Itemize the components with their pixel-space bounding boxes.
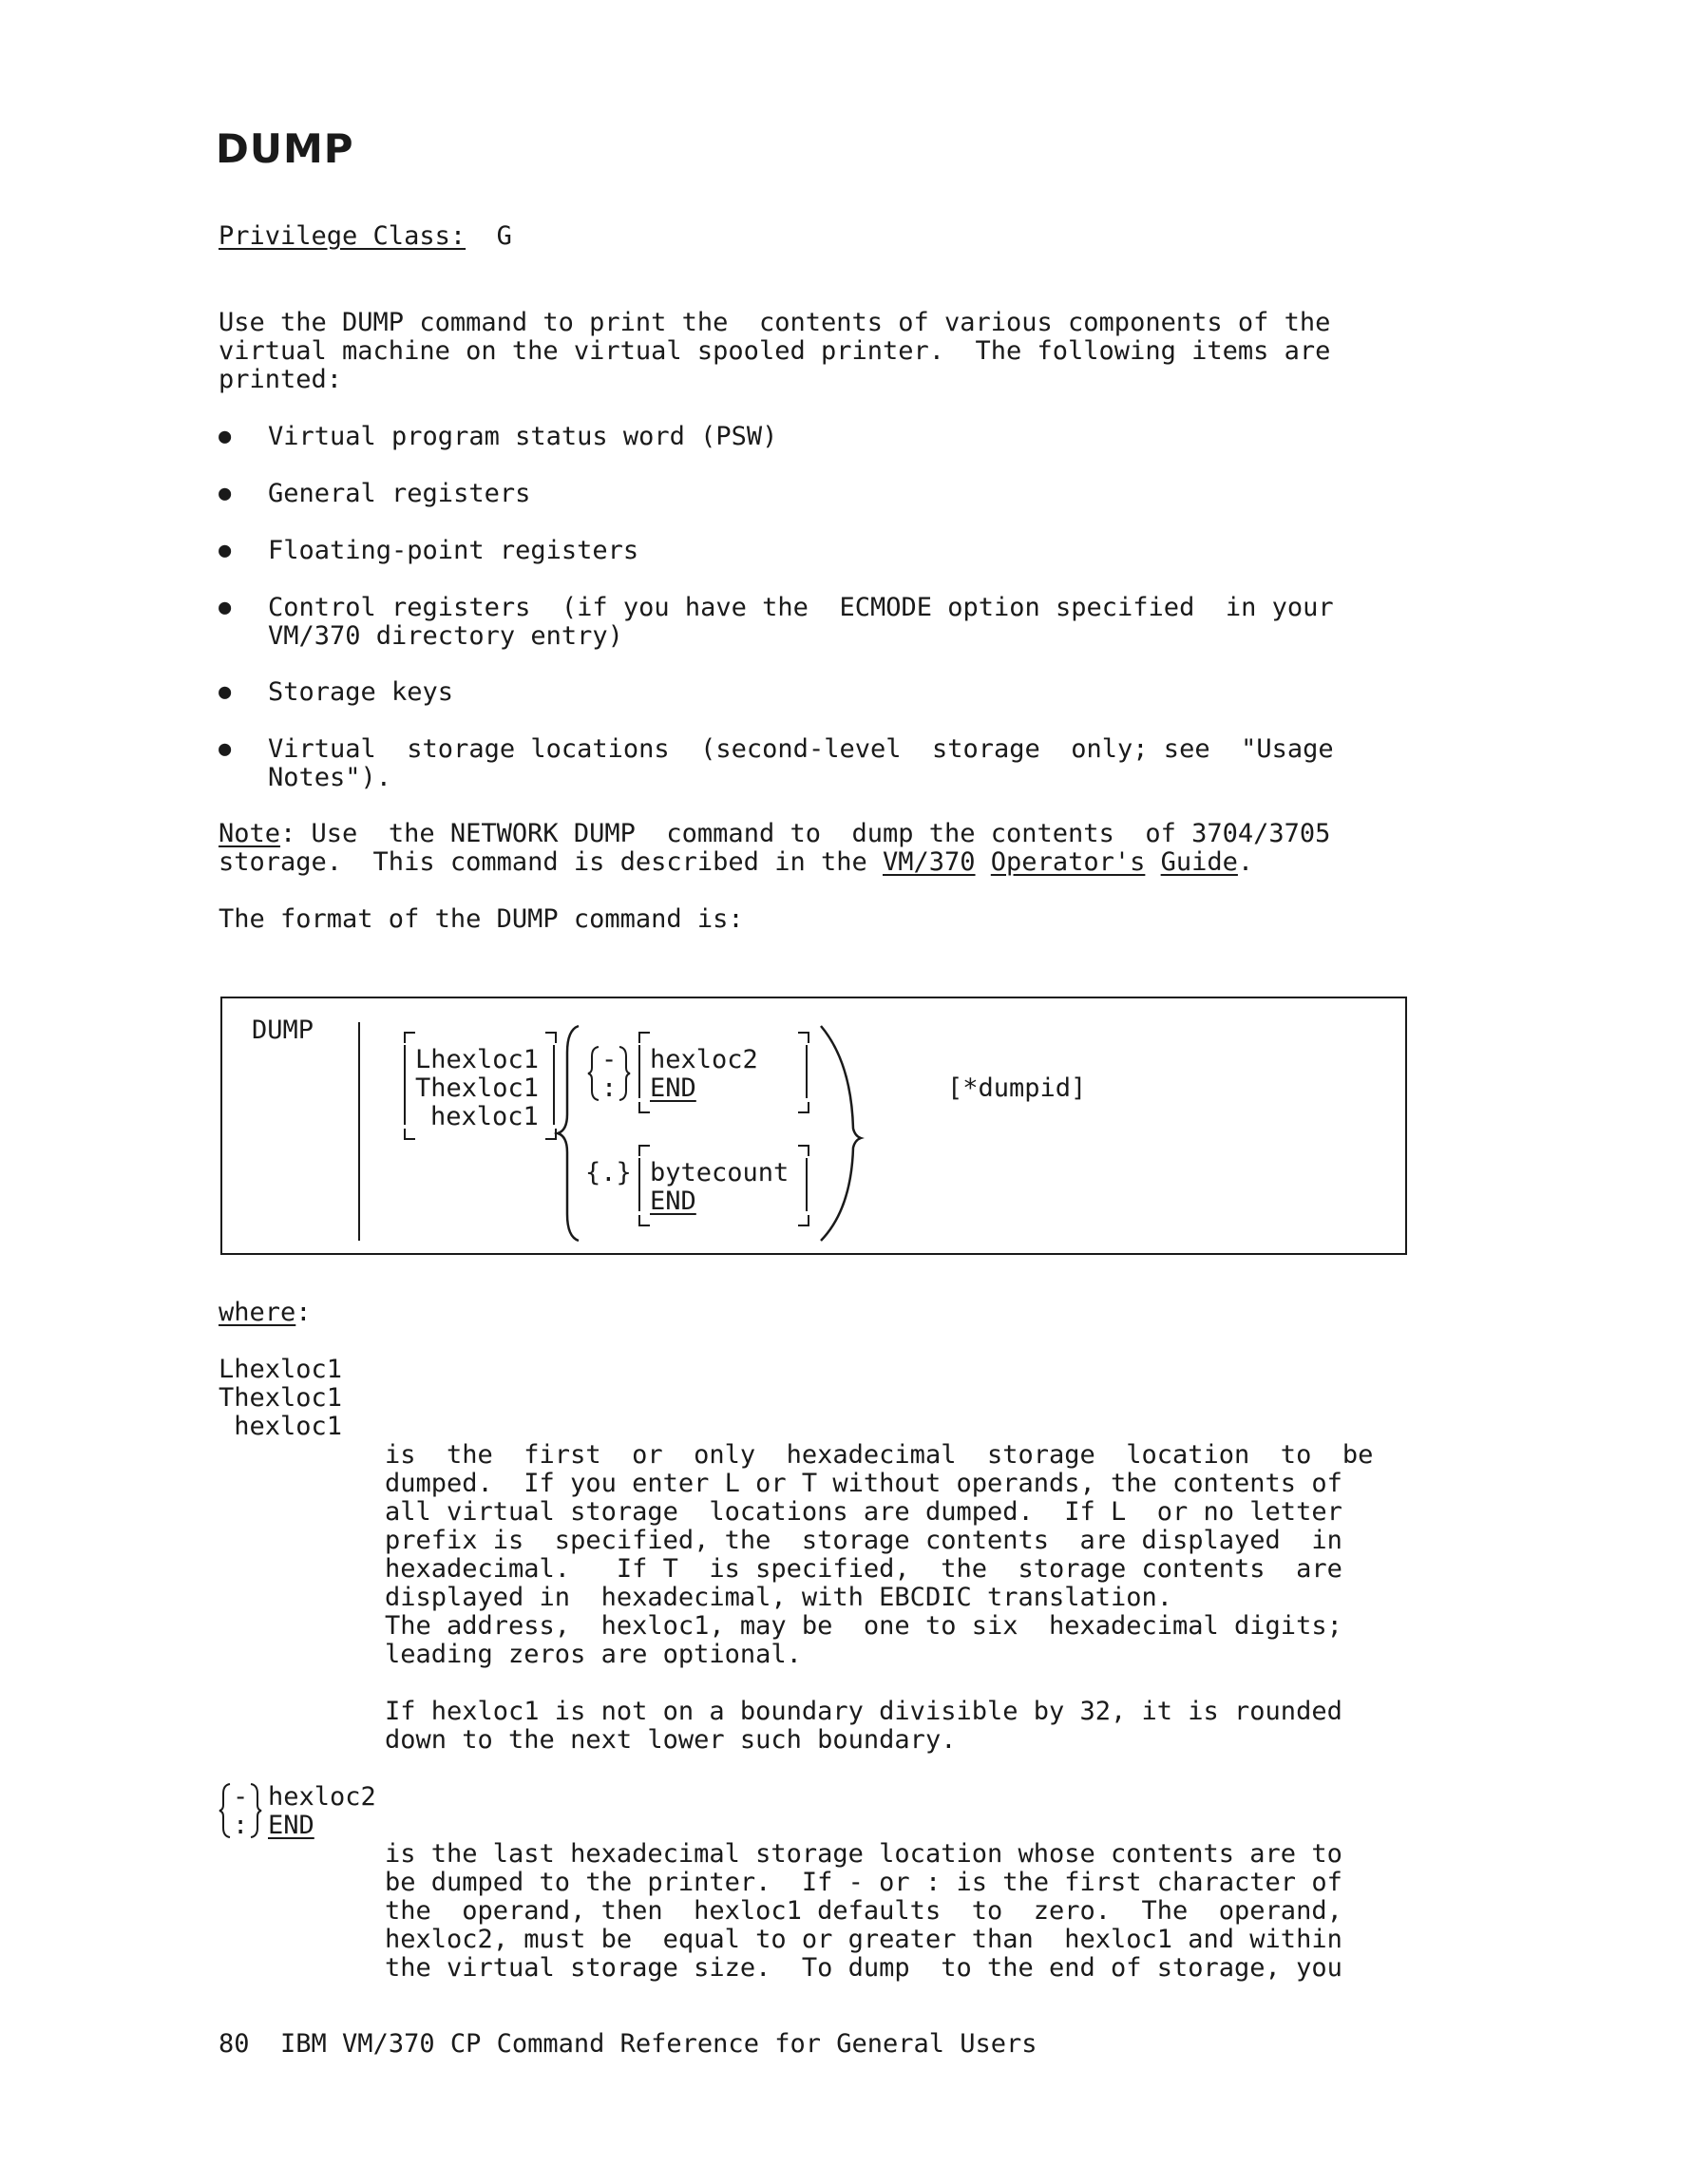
operand2-sep-colon: : — [233, 1811, 249, 1840]
bracket-corner — [798, 1032, 809, 1043]
note-ref-vm370: VM/370 — [882, 847, 976, 877]
book-title: IBM VM/370 CP Command Reference for General Users — [280, 2029, 1037, 2059]
description-line: If hexloc1 is not on a boundary divisible by 32, it is rounded — [385, 1697, 1342, 1726]
description-line: dumped. If you enter L or T without operands, the contents of — [385, 1469, 1342, 1498]
bracket-side — [806, 1045, 808, 1098]
description-line: the operand, then hexloc1 defaults to zero. The operand, — [385, 1896, 1342, 1926]
syntax-loc-hexloc1: hexloc1 — [430, 1102, 539, 1131]
bullet-item-psw: Virtual program status word (PSW) — [268, 422, 778, 451]
page-footer — [219, 2030, 1037, 2059]
operand-name-thexloc1: Thexloc1 — [219, 1383, 343, 1413]
bullet-item-virtual-storage-1: Virtual storage locations (second-level storage only; see "Usage — [268, 734, 1334, 764]
syntax-divider — [358, 1022, 360, 1241]
description-line: all virtual storage locations are dumped. If L or no letter — [385, 1497, 1342, 1527]
operand-name-lhexloc1: Lhexloc1 — [219, 1355, 343, 1384]
bullet-item-control-registers-1: Control registers (if you have the ECMODE option specified in your — [268, 593, 1334, 622]
note-label: Note — [219, 819, 281, 848]
right-brace-icon — [819, 1024, 863, 1243]
small-left-brace-icon — [587, 1045, 600, 1102]
where-label: where — [219, 1298, 296, 1327]
page-number: 80 — [219, 2029, 250, 2059]
syntax-box — [220, 997, 1407, 1255]
bracket-side — [806, 1158, 808, 1211]
where-colon: : — [295, 1298, 312, 1327]
note-ref-operators: Operator's — [990, 847, 1146, 877]
bullet-item-storage-keys: Storage keys — [268, 677, 454, 707]
description-line: displayed in hexadecimal, with EBCDIC translation. — [385, 1583, 1173, 1612]
bracket-corner — [638, 1215, 650, 1226]
syntax-dot: {.} — [585, 1158, 632, 1187]
syntax-loc-thexloc1: Thexloc1 — [415, 1073, 540, 1103]
description-line: prefix is specified, the storage contents are displayed in — [385, 1526, 1342, 1555]
description-line: The address, hexloc1, may be one to six hexadecimal digits; — [385, 1611, 1342, 1641]
privilege-line — [219, 222, 512, 251]
bracket-corner — [638, 1102, 650, 1113]
bracket-side — [638, 1045, 640, 1098]
note-line-1 — [219, 820, 1330, 848]
syntax-loc-lhexloc1: Lhexloc1 — [415, 1045, 540, 1074]
syntax-sep-colon: : — [601, 1073, 618, 1103]
intro-line-2: virtual machine on the virtual spooled printer. The following items are — [219, 336, 1331, 366]
operand2-description — [385, 1840, 1420, 1983]
intro-line-3: printed: — [219, 365, 343, 394]
intro-line-1: Use the DUMP command to print the contents of various components of the — [219, 308, 1331, 337]
description-line: the virtual storage size. To dump to the end of storage, you — [385, 1953, 1342, 1983]
bracket-corner — [638, 1145, 650, 1156]
small-left-brace-icon — [219, 1782, 232, 1839]
operand2-sep-dash: - — [233, 1782, 249, 1812]
page-title: DUMP — [216, 125, 354, 172]
left-brace-icon — [556, 1024, 582, 1243]
operand1-description — [385, 1441, 1420, 1669]
syntax-bytecount: bytecount — [650, 1158, 790, 1187]
bullet-dot: ● — [219, 596, 232, 619]
small-right-brace-icon — [249, 1782, 262, 1839]
bullet-item-floating-point: Floating-point registers — [268, 536, 639, 565]
note-line-2 — [219, 848, 1253, 877]
description-line: is the first or only hexadecimal storage location to be — [385, 1440, 1374, 1470]
syntax-hexloc2: hexloc2 — [650, 1045, 758, 1074]
note-text-end: . — [1237, 847, 1254, 877]
note-ref-guide: Guide — [1160, 847, 1238, 877]
bullet-dot: ● — [219, 539, 232, 562]
bracket-corner — [404, 1129, 415, 1140]
operand-name-end: END — [268, 1811, 314, 1840]
description-line: leading zeros are optional. — [385, 1640, 802, 1669]
bullet-dot: ● — [219, 680, 232, 704]
bracket-corner — [798, 1102, 809, 1113]
bullet-item-general-registers: General registers — [268, 479, 531, 508]
bullet-dot: ● — [219, 737, 232, 761]
bullet-item-virtual-storage-2: Notes"). — [268, 763, 392, 792]
operand1-description-para2 — [385, 1698, 1420, 1755]
bracket-corner — [798, 1145, 809, 1156]
where-line — [219, 1299, 312, 1327]
bracket-side — [553, 1045, 555, 1125]
small-right-brace-icon — [618, 1045, 631, 1102]
syntax-dumpid: [*dumpid] — [947, 1073, 1087, 1103]
description-line: be dumped to the printer. If - or : is the first character of — [385, 1868, 1342, 1897]
bracket-side — [638, 1158, 640, 1211]
bracket-corner — [404, 1032, 415, 1043]
description-line: is the last hexadecimal storage location whose contents are to — [385, 1839, 1342, 1869]
description-line: hexadecimal. If T is specified, the storage contents are — [385, 1554, 1342, 1584]
bullet-dot: ● — [219, 482, 232, 505]
bracket-side — [404, 1045, 406, 1125]
operand-name-hexloc2: hexloc2 — [268, 1782, 376, 1812]
operand-name-hexloc1: hexloc1 — [219, 1412, 343, 1441]
note-text-1: : Use the NETWORK DUMP command to dump the contents of 3704/3705 — [280, 819, 1331, 848]
format-line: The format of the DUMP command is: — [219, 904, 744, 934]
bracket-corner — [638, 1032, 650, 1043]
description-line: down to the next lower such boundary. — [385, 1725, 957, 1755]
privilege-label: Privilege Class: — [219, 221, 466, 251]
syntax-end-2: END — [650, 1187, 696, 1216]
bullet-dot: ● — [219, 425, 232, 448]
bracket-corner — [798, 1215, 809, 1226]
syntax-sep-dash: - — [601, 1045, 618, 1074]
syntax-command: DUMP — [252, 1016, 314, 1045]
syntax-end-1: END — [650, 1073, 696, 1103]
privilege-value: G — [496, 221, 512, 251]
bullet-item-control-registers-2: VM/370 directory entry) — [268, 621, 623, 651]
description-line: hexloc2, must be equal to or greater than hexloc1 and within — [385, 1925, 1342, 1954]
note-text-2: storage. This command is described in the — [219, 847, 883, 877]
